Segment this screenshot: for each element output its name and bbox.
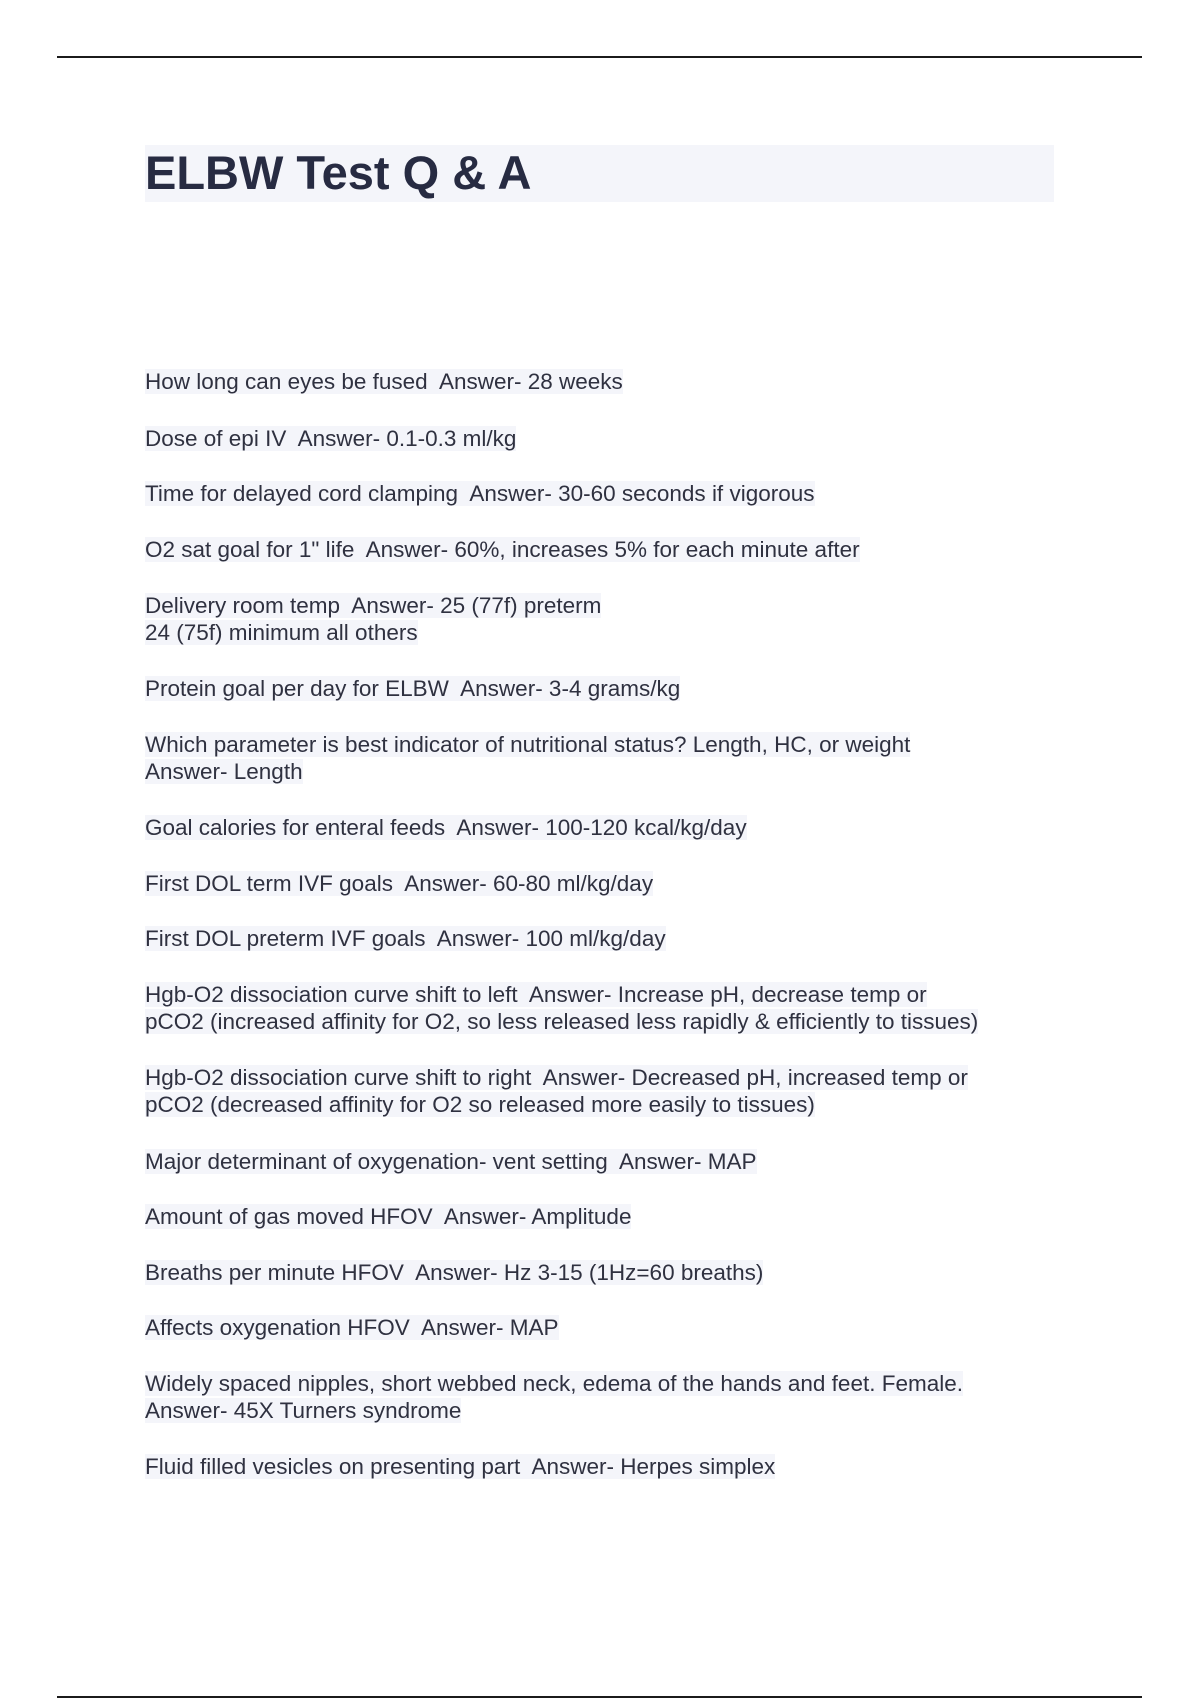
qa-item <box>145 1370 1045 1424</box>
qa-line: Which parameter is best indicator of nutritional status? Length, HC, or weight <box>145 732 911 757</box>
qa-item <box>145 536 1045 563</box>
qa-line: 24 (75f) minimum all others <box>145 620 418 645</box>
qa-line: Major determinant of oxygenation- vent setting Answer- MAP <box>145 1149 757 1174</box>
qa-item <box>145 870 1045 897</box>
qa-item <box>145 1064 1045 1118</box>
qa-line: Answer- Length <box>145 759 303 784</box>
qa-line: First DOL term IVF goals Answer- 60-80 ml/kg/day <box>145 871 654 896</box>
title-band <box>145 145 1054 202</box>
top-rule <box>57 56 1142 58</box>
qa-line: pCO2 (increased affinity for O2, so less released less rapidly & efficiently to tissues) <box>145 1009 979 1034</box>
qa-line: Fluid filled vesicles on presenting part Answer- Herpes simplex <box>145 1454 776 1479</box>
qa-line: Breaths per minute HFOV Answer- Hz 3-15 (1Hz=60 breaths) <box>145 1260 764 1285</box>
qa-line: First DOL preterm IVF goals Answer- 100 ml/kg/day <box>145 926 666 951</box>
bottom-rule <box>57 1696 1142 1698</box>
qa-line: Time for delayed cord clamping Answer- 30-60 seconds if vigorous <box>145 481 815 506</box>
qa-item <box>145 675 1045 702</box>
qa-line: pCO2 (decreased affinity for O2 so released more easily to tissues) <box>145 1092 815 1117</box>
qa-line: Affects oxygenation HFOV Answer- MAP <box>145 1315 559 1340</box>
qa-item <box>145 981 1045 1035</box>
qa-line: Goal calories for enteral feeds Answer- 100-120 kcal/kg/day <box>145 815 747 840</box>
qa-line: Amount of gas moved HFOV Answer- Amplitude <box>145 1204 632 1229</box>
qa-line: Hgb-O2 dissociation curve shift to left Answer- Increase pH, decrease temp or <box>145 982 927 1007</box>
qa-line: Dose of epi IV Answer- 0.1-0.3 ml/kg <box>145 426 517 451</box>
qa-item <box>145 925 1045 952</box>
qa-line: Answer- 45X Turners syndrome <box>145 1398 462 1423</box>
qa-line: Protein goal per day for ELBW Answer- 3-4 grams/kg <box>145 676 681 701</box>
qa-line: How long can eyes be fused Answer- 28 weeks <box>145 369 623 394</box>
qa-item <box>145 1314 1045 1341</box>
qa-item <box>145 1148 1045 1175</box>
qa-item <box>145 731 1045 785</box>
qa-line: Widely spaced nipples, short webbed neck, edema of the hands and feet. Female. <box>145 1371 963 1396</box>
qa-line: O2 sat goal for 1" life Answer- 60%, increases 5% for each minute after <box>145 537 860 562</box>
document-title: ELBW Test Q & A <box>145 146 532 199</box>
qa-item <box>145 368 1045 395</box>
qa-line: Delivery room temp Answer- 25 (77f) preterm <box>145 593 602 618</box>
qa-item <box>145 814 1045 841</box>
qa-item <box>145 1259 1045 1286</box>
qa-item <box>145 592 1045 646</box>
qa-line: Hgb-O2 dissociation curve shift to right Answer- Decreased pH, increased temp or <box>145 1065 968 1090</box>
qa-item <box>145 1203 1045 1230</box>
qa-item <box>145 425 1045 452</box>
qa-item <box>145 1453 1045 1480</box>
qa-item <box>145 480 1045 507</box>
